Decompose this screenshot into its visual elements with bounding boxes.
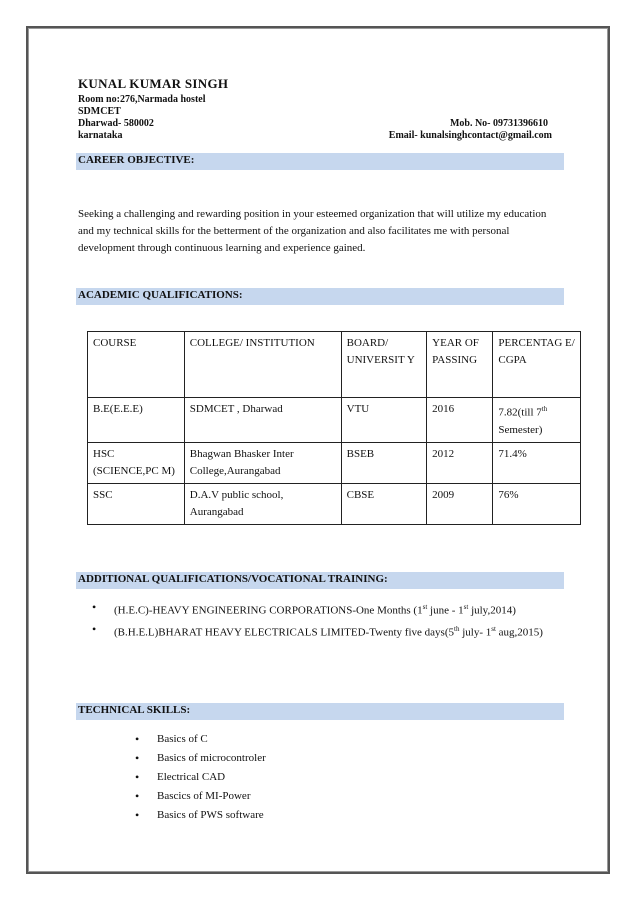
academic-table: [87, 331, 581, 525]
header-year: YEAR OF PASSING: [427, 332, 493, 398]
row-college: SDMCET , Dharwad: [184, 398, 341, 443]
row-board: BSEB: [341, 442, 427, 483]
candidate-name: KUNAL KUMAR SINGH: [78, 76, 229, 91]
career-objective-heading: [76, 153, 564, 170]
list-item: • Bascics of MI-Power: [135, 787, 266, 806]
header-course: COURSE: [88, 332, 185, 398]
list-item: • Basics of PWS software: [135, 806, 266, 825]
row-course: SSC: [88, 483, 185, 524]
career-objective-text: Seeking a challenging and rewarding position in your esteemed organization that will utilize my education and my technical skills for the betterment of the organization and also facilitates me with personal development through continuous learning and experience gained.: [78, 208, 547, 254]
header-percentage: PERCENTAG E/ CGPA: [493, 332, 581, 398]
list-item: • (B.H.E.L)BHARAT HEAVY ELECTRICALS LIMITED-Twenty five days(5th july- 1st aug,2015): [92, 623, 562, 640]
address-line-3: Dharwad- 580002: [78, 118, 154, 129]
row-course: HSC (SCIENCE,PC M): [88, 442, 185, 483]
row-score: 7.82(till 7th Semester): [493, 398, 581, 443]
career-objective-title: CAREER OBJECTIVE:: [78, 154, 195, 166]
table-header-row: [88, 332, 581, 398]
row-course: B.E(E.E.E): [88, 398, 185, 443]
list-item: • (H.E.C)-HEAVY ENGINEERING CORPORATIONS-One Months (1st june - 1st july,2014): [92, 601, 562, 618]
row-college: D.A.V public school, Aurangabad: [184, 483, 341, 524]
address-line-1: Room no:276,Narmada hostel: [78, 94, 206, 105]
additional-title: ADDITIONAL QUALIFICATIONS/VOCATIONAL TRAINING:: [78, 573, 388, 585]
header-board: BOARD/ UNIVERSIT Y: [341, 332, 427, 398]
table-row: [88, 442, 581, 483]
technical-skills-list: [135, 730, 266, 825]
table-row: [88, 483, 581, 524]
row-college: Bhagwan Bhasker Inter College,Aurangabad: [184, 442, 341, 483]
email-address: Email- kunalsinghcontact@gmail.com: [388, 130, 552, 141]
list-item: • Basics of microcontroler: [135, 749, 266, 768]
row-score: 71.4%: [493, 442, 581, 483]
list-item: • Electrical CAD: [135, 768, 266, 787]
row-board: VTU: [341, 398, 427, 443]
additional-list: [92, 601, 562, 644]
row-year: 2009: [427, 483, 493, 524]
mobile-number: Mob. No- 09731396610: [449, 118, 548, 129]
header-college: COLLEGE/ INSTITUTION: [184, 332, 341, 398]
row-board: CBSE: [341, 483, 427, 524]
technical-title: TECHNICAL SKILLS:: [78, 704, 191, 716]
list-item: • Basics of C: [135, 730, 266, 749]
row-score: 76%: [493, 483, 581, 524]
academic-title: ACADEMIC QUALIFICATIONS:: [78, 289, 243, 301]
table-row: [88, 398, 581, 443]
row-year: 2012: [427, 442, 493, 483]
address-line-2: SDMCET: [78, 106, 121, 117]
academic-heading: [76, 288, 564, 305]
address-line-4: karnataka: [78, 130, 123, 141]
technical-heading: [76, 703, 564, 720]
additional-heading: [76, 572, 564, 589]
row-year: 2016: [427, 398, 493, 443]
